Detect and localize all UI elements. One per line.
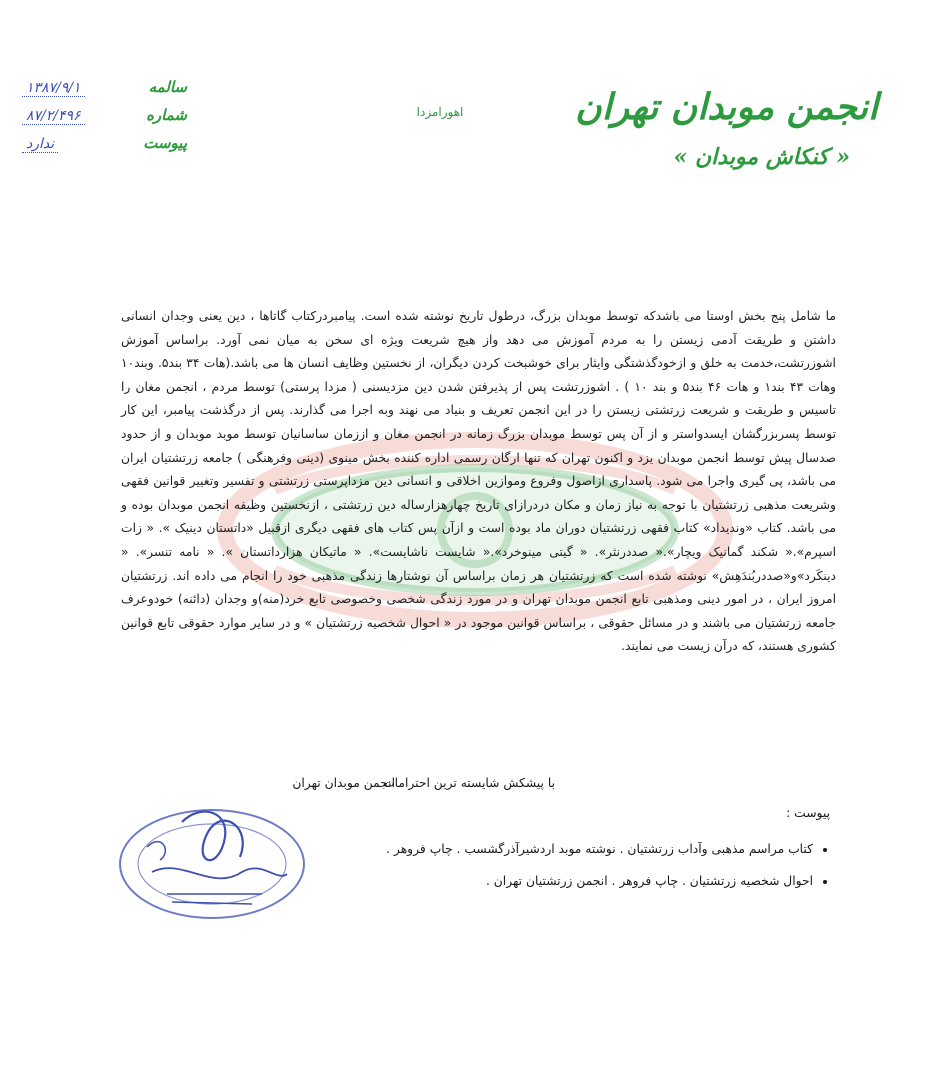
org-name-heading: انجمن موبدان تهران: [575, 86, 878, 128]
meta-date-row: [22, 78, 187, 106]
closing-signatory: انجمن موبدان تهران: [292, 776, 395, 790]
attachments-list: [253, 833, 835, 897]
org-subtitle: « کنکاش موبدان »: [673, 144, 850, 170]
attachment-item: • کتاب مراسم مذهبی وآداب زرتشتیان . نوشته موبد اردشیرآذرگشسب . چاپ فروهر .: [253, 833, 813, 865]
attachments-label: پیوست :: [786, 806, 830, 820]
meta-attachment-value: ندارد: [22, 136, 58, 153]
meta-number-value: ۸۷/۲/۴۹۶: [22, 108, 85, 125]
letter-body-text: ما شامل پنج بخش اوستا می باشدکه توسط موبدان بزرگ، درطول تاریخ نوشته شده است. پیامبردرکتاب گاتاها ، دین یعنی وجدان انسانی داشتن و طریقت آدمی زیستن را به مردم آموزش می دهد واز هیچ شریعت ویژه ای سخن به میان نمی آورد. براساس آموزش اشوزرتشت،خدمت به خلق و ازخودگذشتگی وایثار برای خوشبخت کردن دیگران، از نخستین وظایف انسان ها می باشد.(هات ۳۴ بند۵. وبند۱۰ وهات ۴۳ بند۱ و هات ۴۶ بند۵ و بند ۱۰ ) . اشوزرتشت پس از پذیرفتن شدن دین مزدیسنی ( مزدا پرستی) توسط مردم ، انجمن مغان را تاسیس و طریقت و شریعت زرتشتی زیستن را در این انجمن تعریف و بنیاد می نهند وبه اجرا می گذارند. پس از درگذشت پیامبر، این کار توسط پسربزرگشان ایسدواستر و از آن پس توسط موبدان بزرگ زمانه در انجمن مغان و اززمان ساسانیان توسط موبد موبدان و از حدود صدسال پیش توسط انجمن موبدان یزد و اکنون تهران که تنها ارگان رسمی اداره کننده بخش مینوی (دینی وفرهنگی ) جامعه زرتشتیان ایران می باشد، پی گیری واجرا می شود. پاسداری ازاصول وفروع وموازین اخلاقی و انسانی دین مزداپرستی زرتشتی و تفسیر وتغییر قوانین فقهی وشریعت مذهبی زرتشتیان با توجه به نیاز زمان و مکان دردرازای تاریخ چهارهزارساله دین زرتشتی ، ازنخستین وظیفه انجمن موبدان بوده و می باشد. کتاب «وندیداد» کتاب فقهی زرتشتیان دوران ماد بوده است و ازآن پس کتاب های فقهی دیگری ازقبیل «داتستان دینیک ». « زات اسپرم».« شکند گمانیک ویچار».« صددرنثر». « گیتی مینوخرد».« شایست ناشایست». « ماتیکان هزارداتستان ». « نامه تنسر». « دینکَرد»و«صددربُندَهِش» نوشته شده است که زرتشتیان هر زمان براساس آن نوشتارها زندگی مذهبی خود را انجام می داده اند. زرتشتیان امروز ایران ، در امور دینی ومذهبی تابع انجمن موبدان تهران و در مورد زندگی شخصی وخصوصی تابع خرد(منه)و وجدان (دائنه) خودوعرف جامعه زرتشتیان می باشند و در مسائل حقوقی ، براساس قوانین موجود در « احوال شخصیه زرتشتیان » و در سایر موارد حقوقی تابع قوانین کشوری هستند، که درآن زیست می نمایند.: [121, 309, 836, 654]
letter-meta-block: [22, 78, 187, 162]
attachment-item: • احوال شخصیه زرتشتیان . چاپ فروهر . انجمن زرتشتیان تهران .: [253, 865, 813, 897]
meta-number-row: [22, 106, 187, 134]
signature-stamp-icon: [112, 802, 312, 924]
closing-line: [120, 776, 835, 798]
meta-attachment-label: پیوست: [143, 134, 187, 152]
meta-date-value: ۱۳۸۷/۹/۱: [22, 80, 85, 97]
motto-text: اهورامزدا: [416, 105, 464, 119]
closing-regards: با پیشکش شایسته ترین احترامات: [383, 776, 555, 790]
meta-attachment-row: [22, 134, 187, 162]
meta-date-label: سالمه: [148, 78, 187, 96]
meta-number-label: شماره: [146, 106, 187, 124]
